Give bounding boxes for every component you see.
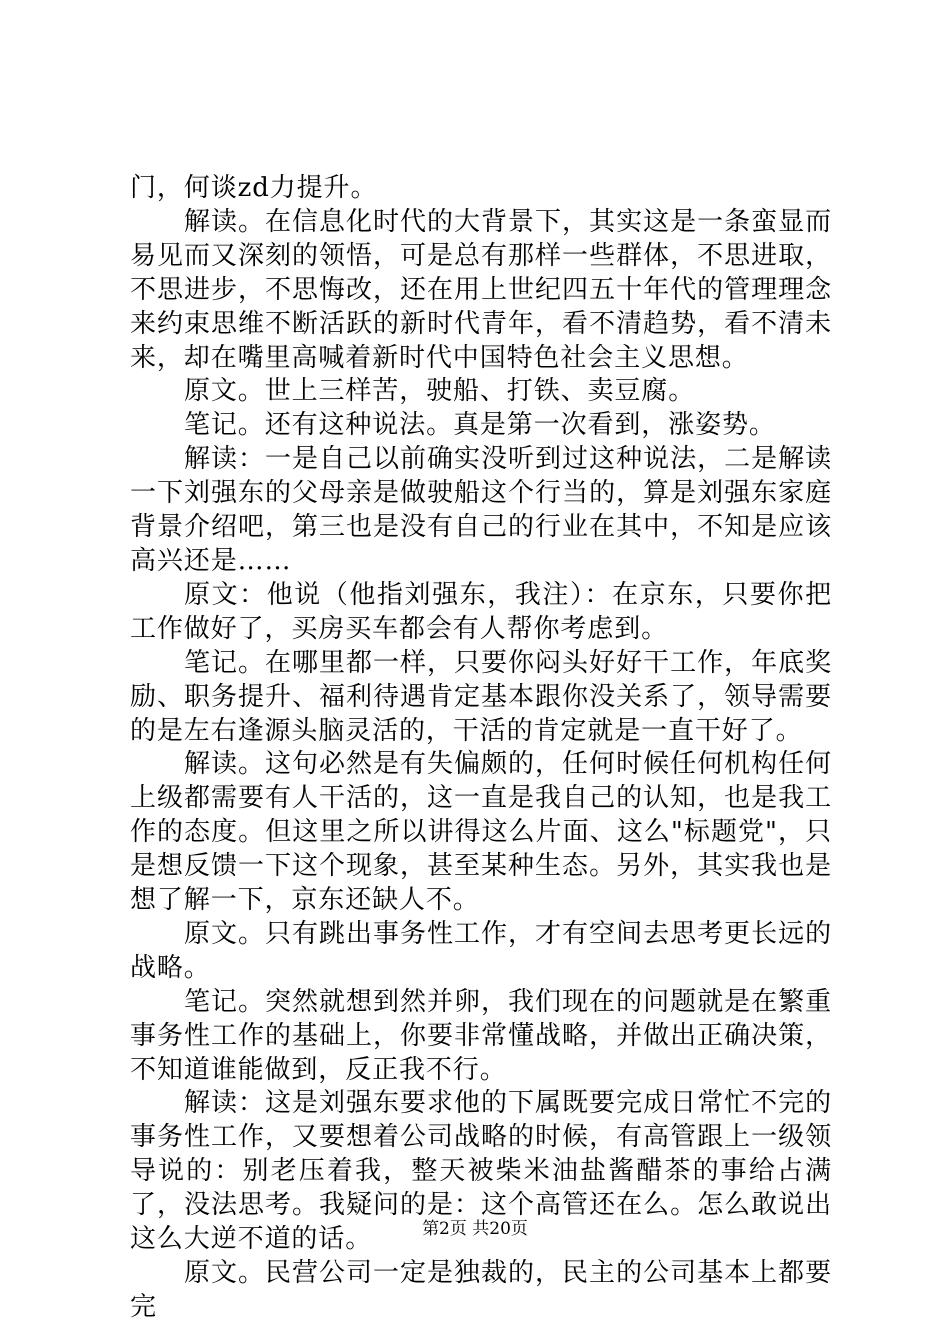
paragraph: 笔记。在哪里都一样，只要你闷头好好干工作，年底奖励、职务提升、福利待遇肯定基本跟你没关系了，领导需要的是左右逢源头脑灵活的，干活的肯定就是一直干好了。 bbox=[130, 647, 832, 746]
paragraph: 解读：这是刘强东要求他的下属既要完成日常忙不完的事务性工作，又要想着公司战略的时候，有高管跟上一级领导说的：别老压着我，整天被柴米油盐酱醋茶的事给占满了，没法思考。我疑问的是：这个高管还在么。怎么敢说出这么大逆不道的话。 bbox=[130, 1088, 832, 1255]
paragraph: 原文：他说（他指刘强东，我注）：在京东，只要你把工作做好了，买房买车都会有人帮你考虑到。 bbox=[130, 579, 832, 644]
paragraph: 解读。在信息化时代的大背景下，其实这是一条蛮显而易见而又深刻的领悟，可是总有那样一些群体，不思进取，不思进步，不思悔改，还在用上世纪四五十年代的管理理念来约束思维不断活跃的新时代青年，看不清趋势，看不清未来，却在嘴里高喊着新时代中国特色社会主义思想。 bbox=[130, 206, 832, 373]
paragraph: 原文。世上三样苦，驶船、打铁、卖豆腐。 bbox=[184, 376, 696, 407]
paragraph: 笔记。突然就想到然并卵，我们现在的问题就是在繁重事务性工作的基础上，你要非常懂战略，并做出正确决策，不知道谁能做到，反正我不行。 bbox=[130, 986, 832, 1085]
paragraph: 原文。民营公司一定是独裁的，民主的公司基本上都要完 bbox=[130, 1258, 832, 1322]
page-number-footer: 第2页 共20页 bbox=[422, 1219, 528, 1239]
paragraph: 解读。这句必然是有失偏颇的，任何时候任何机构任何上级都需要有人干活的，这一直是我自己的认知，也是我工作的态度。但这里之所以讲得这么片面、这么"标题党"，只是想反馈一下这个现象，甚至某种生态。另外，其实我也是想了解一下，京东还缺人不。 bbox=[130, 749, 832, 916]
document-body bbox=[130, 172, 832, 1325]
paragraph: 门，何谈zd力提升。 bbox=[130, 173, 378, 203]
paragraph: 笔记。还有这种说法。真是第一次看到，涨姿势。 bbox=[184, 410, 776, 441]
paragraph: 原文。只有跳出事务性工作，才有空间去思考更长远的战略。 bbox=[130, 918, 832, 983]
paragraph: 解读：一是自己以前确实没听到过这种说法，二是解读一下刘强东的父母亲是做驶船这个行当的，算是刘强东家庭背景介绍吧，第三也是没有自己的行业在其中，不知是应该高兴还是…… bbox=[130, 444, 832, 576]
